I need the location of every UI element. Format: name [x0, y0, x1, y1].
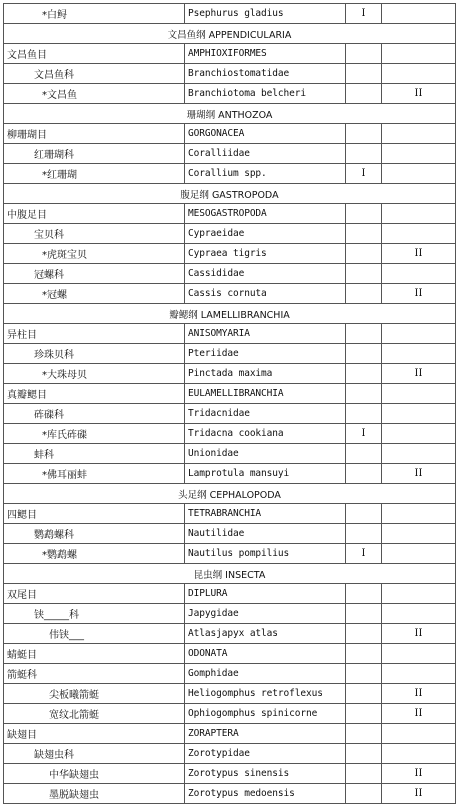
latin-name-cell: TETRABRANCHIA — [185, 504, 346, 524]
latin-name-cell: Cypraeidae — [185, 224, 346, 244]
protection-level-1-cell — [346, 684, 382, 704]
latin-name-cell: DIPLURA — [185, 584, 346, 604]
protection-level-2-cell — [382, 524, 456, 544]
table-row — [4, 344, 456, 364]
latin-name-cell: Nautilus pompilius — [185, 544, 346, 564]
table-row — [4, 584, 456, 604]
latin-name-cell: ZORAPTERA — [185, 724, 346, 744]
protection-level-2-cell — [382, 724, 456, 744]
protection-level-1-cell — [346, 44, 382, 64]
protection-level-1-cell — [346, 384, 382, 404]
latin-name-cell: Zorotypidae — [185, 744, 346, 764]
chinese-name-cell: 文昌鱼科 — [4, 64, 185, 84]
latin-name-cell: Tridacna cookiana — [185, 424, 346, 444]
protection-level-1-cell — [346, 664, 382, 684]
table-row — [4, 504, 456, 524]
chinese-name-cell: 四鳃目 — [4, 504, 185, 524]
protection-level-1-cell — [346, 224, 382, 244]
class-header-label: 瓣鳃纲 LAMELLIBRANCHIA — [4, 304, 456, 324]
protection-level-2-cell — [382, 644, 456, 664]
protection-level-1-cell — [346, 504, 382, 524]
protection-level-2-cell — [382, 544, 456, 564]
protection-level-1-cell — [346, 364, 382, 384]
protection-level-1-cell — [346, 324, 382, 344]
protection-level-2-cell — [382, 64, 456, 84]
protection-level-1-cell — [346, 144, 382, 164]
class-header-label: 腹足纲 GASTROPODA — [4, 184, 456, 204]
chinese-name-cell: 铗_____科 — [4, 604, 185, 624]
chinese-name-cell: 伟铗___ — [4, 624, 185, 644]
protection-level-1-cell — [346, 764, 382, 784]
table-row — [4, 64, 456, 84]
protection-level-2-cell — [382, 744, 456, 764]
protection-level-2-cell — [382, 224, 456, 244]
class-header-row — [4, 184, 456, 204]
latin-name-cell: Heliogomphus retroflexus — [185, 684, 346, 704]
table-row — [4, 244, 456, 264]
protection-level-2-cell — [382, 44, 456, 64]
table-row — [4, 784, 456, 804]
table-row — [4, 404, 456, 424]
chinese-name-cell: 中腹足目 — [4, 204, 185, 224]
protection-level-2-cell: II — [382, 764, 456, 784]
table-row — [4, 224, 456, 244]
protection-level-2-cell — [382, 4, 456, 24]
chinese-name-cell: 异柱目 — [4, 324, 185, 344]
protection-level-2-cell — [382, 504, 456, 524]
latin-name-cell: ANISOMYARIA — [185, 324, 346, 344]
table-row — [4, 604, 456, 624]
latin-name-cell: Coralliidae — [185, 144, 346, 164]
protection-level-1-cell — [346, 604, 382, 624]
protection-level-1-cell — [346, 784, 382, 804]
protection-level-2-cell — [382, 324, 456, 344]
protection-level-2-cell: II — [382, 84, 456, 104]
protection-level-1-cell — [346, 404, 382, 424]
table-row — [4, 724, 456, 744]
latin-name-cell: EULAMELLIBRANCHIA — [185, 384, 346, 404]
chinese-name-cell: 珍珠贝科 — [4, 344, 185, 364]
protection-level-2-cell — [382, 604, 456, 624]
protection-level-1-cell — [346, 724, 382, 744]
protection-level-1-cell — [346, 344, 382, 364]
protection-level-1-cell — [346, 64, 382, 84]
class-header-row — [4, 304, 456, 324]
protection-level-2-cell — [382, 264, 456, 284]
protection-level-1-cell — [346, 644, 382, 664]
class-header-row — [4, 24, 456, 44]
table-row — [4, 324, 456, 344]
protection-level-2-cell: II — [382, 284, 456, 304]
protection-level-1-cell — [346, 444, 382, 464]
protection-level-2-cell — [382, 444, 456, 464]
protection-level-1-cell — [346, 624, 382, 644]
protection-level-2-cell: II — [382, 784, 456, 804]
table-row — [4, 204, 456, 224]
table-row — [4, 744, 456, 764]
class-header-label: 头足纲 CEPHALOPODA — [4, 484, 456, 504]
table-row — [4, 704, 456, 724]
chinese-name-cell: 缺翅目 — [4, 724, 185, 744]
protection-level-2-cell — [382, 664, 456, 684]
protection-level-1-cell — [346, 244, 382, 264]
latin-name-cell: Atlasjapyx atlas — [185, 624, 346, 644]
latin-name-cell: Lamprotula mansuyi — [185, 464, 346, 484]
latin-name-cell: Zorotypus sinensis — [185, 764, 346, 784]
chinese-name-cell: *文昌鱼 — [4, 84, 185, 104]
class-header-label: 文昌鱼纲 APPENDICULARIA — [4, 24, 456, 44]
protection-level-2-cell — [382, 204, 456, 224]
class-header-row — [4, 484, 456, 504]
latin-name-cell: GORGONACEA — [185, 124, 346, 144]
protection-level-2-cell: II — [382, 684, 456, 704]
table-row — [4, 44, 456, 64]
latin-name-cell: Tridacnidae — [185, 404, 346, 424]
protection-level-1-cell — [346, 204, 382, 224]
table-row — [4, 664, 456, 684]
latin-name-cell: Psephurus gladius — [185, 4, 346, 24]
protection-level-1-cell — [346, 464, 382, 484]
protection-level-1-cell — [346, 264, 382, 284]
class-header-label: 珊瑚纲 ANTHOZOA — [4, 104, 456, 124]
chinese-name-cell: 蚌科 — [4, 444, 185, 464]
chinese-name-cell: *鹦鹉螺 — [4, 544, 185, 564]
table-row — [4, 384, 456, 404]
table-row — [4, 4, 456, 24]
table-row — [4, 444, 456, 464]
chinese-name-cell: 箭蜓科 — [4, 664, 185, 684]
chinese-name-cell: *库氏砗磲 — [4, 424, 185, 444]
protection-level-1-cell — [346, 704, 382, 724]
protection-level-2-cell: II — [382, 364, 456, 384]
table-row — [4, 524, 456, 544]
protection-level-1-cell — [346, 584, 382, 604]
latin-name-cell: Unionidae — [185, 444, 346, 464]
latin-name-cell: Pinctada maxima — [185, 364, 346, 384]
chinese-name-cell: *红珊瑚 — [4, 164, 185, 184]
chinese-name-cell: 真瓣鳃目 — [4, 384, 185, 404]
protection-level-2-cell — [382, 424, 456, 444]
latin-name-cell: Corallium spp. — [185, 164, 346, 184]
chinese-name-cell: *冠螺 — [4, 284, 185, 304]
chinese-name-cell: 红珊瑚科 — [4, 144, 185, 164]
chinese-name-cell: 宝贝科 — [4, 224, 185, 244]
protection-level-1-cell — [346, 284, 382, 304]
chinese-name-cell: 冠螺科 — [4, 264, 185, 284]
latin-name-cell: Japygidae — [185, 604, 346, 624]
latin-name-cell: Ophiogomphus spinicorne — [185, 704, 346, 724]
protection-level-2-cell — [382, 164, 456, 184]
chinese-name-cell: 砗磲科 — [4, 404, 185, 424]
table-row — [4, 164, 456, 184]
latin-name-cell: Cassididae — [185, 264, 346, 284]
chinese-name-cell: *虎斑宝贝 — [4, 244, 185, 264]
protection-level-2-cell — [382, 384, 456, 404]
latin-name-cell: Nautilidae — [185, 524, 346, 544]
protected-species-table — [3, 3, 456, 804]
chinese-name-cell: 缺翅虫科 — [4, 744, 185, 764]
protection-level-2-cell — [382, 344, 456, 364]
table-row — [4, 284, 456, 304]
chinese-name-cell: *大珠母贝 — [4, 364, 185, 384]
chinese-name-cell: 尖板曦箭蜓 — [4, 684, 185, 704]
latin-name-cell: Branchiotoma belcheri — [185, 84, 346, 104]
table-row — [4, 624, 456, 644]
latin-name-cell: Cassis cornuta — [185, 284, 346, 304]
table-row — [4, 464, 456, 484]
table-row — [4, 364, 456, 384]
table-row — [4, 84, 456, 104]
class-header-row — [4, 564, 456, 584]
chinese-name-cell: 墨脱缺翅虫 — [4, 784, 185, 804]
protection-level-1-cell — [346, 124, 382, 144]
protection-level-2-cell — [382, 404, 456, 424]
protection-level-1-cell: I — [346, 164, 382, 184]
table-row — [4, 424, 456, 444]
latin-name-cell: ODONATA — [185, 644, 346, 664]
protection-level-1-cell — [346, 524, 382, 544]
latin-name-cell: Pteriidae — [185, 344, 346, 364]
table-row — [4, 644, 456, 664]
latin-name-cell: Branchiostomatidae — [185, 64, 346, 84]
protection-level-2-cell — [382, 124, 456, 144]
protection-level-2-cell: II — [382, 624, 456, 644]
protection-level-2-cell: II — [382, 244, 456, 264]
protection-level-1-cell: I — [346, 4, 382, 24]
table-body — [4, 4, 456, 804]
table-row — [4, 544, 456, 564]
protection-level-1-cell: I — [346, 424, 382, 444]
table-row — [4, 124, 456, 144]
chinese-name-cell: 文昌鱼目 — [4, 44, 185, 64]
protection-level-1-cell — [346, 744, 382, 764]
table-row — [4, 684, 456, 704]
protection-level-2-cell: II — [382, 464, 456, 484]
latin-name-cell: Cypraea tigris — [185, 244, 346, 264]
latin-name-cell: AMPHIOXIFORMES — [185, 44, 346, 64]
table-row — [4, 264, 456, 284]
class-header-label: 昆虫纲 INSECTA — [4, 564, 456, 584]
chinese-name-cell: *佛耳丽蚌 — [4, 464, 185, 484]
chinese-name-cell: 宽纹北箭蜓 — [4, 704, 185, 724]
chinese-name-cell: *白鲟 — [4, 4, 185, 24]
latin-name-cell: Gomphidae — [185, 664, 346, 684]
latin-name-cell: Zorotypus medoensis — [185, 784, 346, 804]
latin-name-cell: MESOGASTROPODA — [185, 204, 346, 224]
table-row — [4, 144, 456, 164]
protection-level-1-cell: I — [346, 544, 382, 564]
table-row — [4, 764, 456, 784]
chinese-name-cell: 双尾目 — [4, 584, 185, 604]
chinese-name-cell: 鹦鹉螺科 — [4, 524, 185, 544]
chinese-name-cell: 中华缺翅虫 — [4, 764, 185, 784]
chinese-name-cell: 蜻蜓目 — [4, 644, 185, 664]
chinese-name-cell: 柳珊瑚目 — [4, 124, 185, 144]
class-header-row — [4, 104, 456, 124]
protection-level-1-cell — [346, 84, 382, 104]
protection-level-2-cell — [382, 584, 456, 604]
protection-level-2-cell: II — [382, 704, 456, 724]
protection-level-2-cell — [382, 144, 456, 164]
